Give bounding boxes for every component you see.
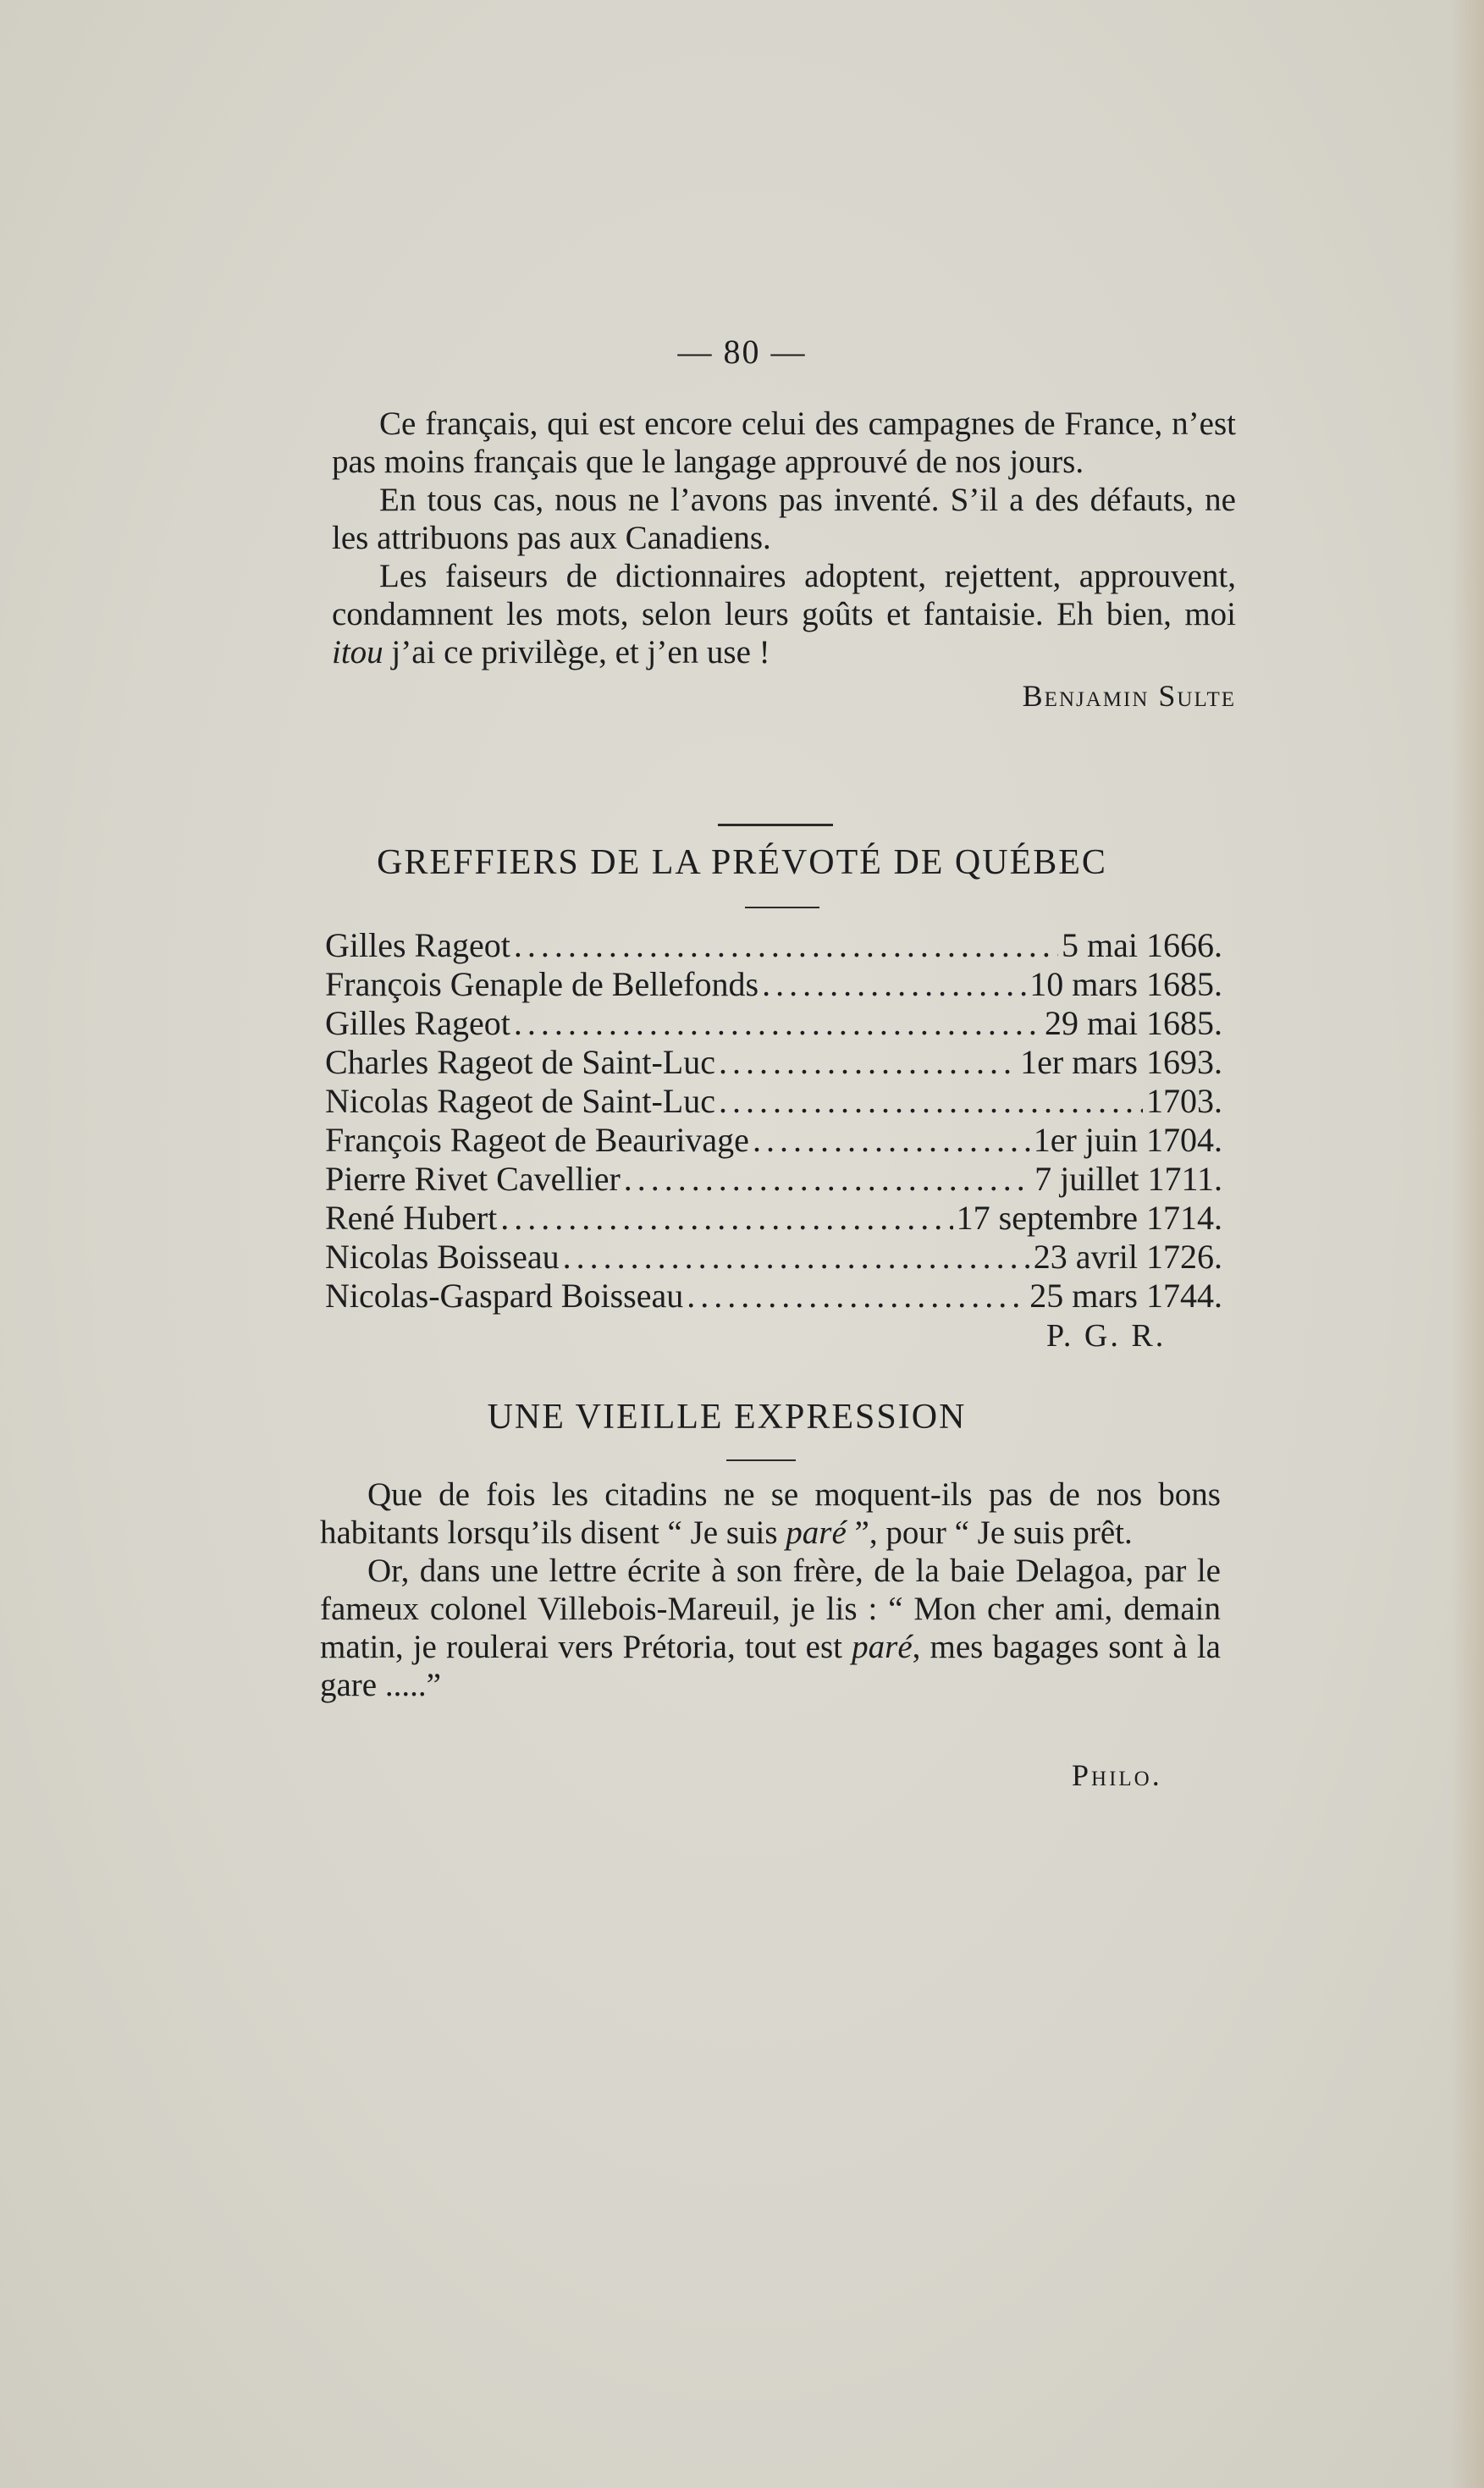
greffier-name: François Genaple de Bellefonds <box>325 965 759 1003</box>
expression-signature: Philo. <box>1072 1758 1162 1792</box>
greffiers-list <box>325 926 1222 1316</box>
intro-p3-text-after: j’ai ce privilège, et j’en use ! <box>383 634 770 670</box>
leader-dots <box>514 1004 1041 1043</box>
expression-underline <box>726 1459 796 1461</box>
greffier-date: 7 juillet 1711. <box>1034 1160 1222 1198</box>
leader-dots <box>500 1199 952 1238</box>
leader-dots <box>753 1121 1030 1160</box>
page-edge-shadow <box>1450 0 1484 2488</box>
greffier-name: René Hubert <box>325 1199 498 1237</box>
greffier-name: François Rageot de Beaurivage <box>325 1121 749 1159</box>
expression-paragraph-2 <box>320 1552 1221 1704</box>
greffier-row <box>325 1160 1222 1199</box>
intro-paragraph-3 <box>332 557 1236 671</box>
greffier-date: 29 mai 1685. <box>1045 1004 1222 1042</box>
expression-p1-before: Que de fois les citadins ne se moquent-ils pas de nos bons habitants lorsqu’ils disent “ Je suis <box>320 1476 1221 1551</box>
greffier-row <box>325 926 1222 965</box>
expression-p1-italic: paré <box>786 1514 847 1551</box>
page-number: — 80 — <box>677 333 807 371</box>
expression-p2-after: , mes bagages sont à la gare .....” <box>320 1629 1221 1703</box>
greffier-name: Nicolas Boisseau <box>325 1238 560 1276</box>
intro-paragraph-1: Ce français, qui est encore celui des campagnes de France, n’est pas moins français que le langage approuvé de nos jours. <box>332 405 1236 480</box>
greffier-date: 25 mars 1744. <box>1029 1277 1222 1315</box>
greffier-name: Gilles Rageot <box>325 1004 510 1042</box>
leader-dots <box>514 926 1058 965</box>
greffier-row <box>325 1082 1222 1121</box>
intro-section <box>332 405 1236 714</box>
leader-dots <box>624 1160 1031 1199</box>
greffier-row <box>325 1238 1222 1277</box>
greffier-date: 1er juin 1704. <box>1033 1121 1222 1159</box>
leader-dots <box>687 1277 1026 1316</box>
leader-dots <box>762 965 1026 1004</box>
greffier-date: 1er mars 1693. <box>1020 1043 1222 1081</box>
intro-paragraph-2: En tous cas, nous ne l’avons pas inventé. S’il a des défauts, ne les attribuons pas aux Canadiens. <box>332 482 1236 556</box>
expression-p1-after: ”, pour “ Je suis prêt. <box>846 1514 1133 1551</box>
greffier-name: Gilles Rageot <box>325 926 510 964</box>
greffier-name: Nicolas Rageot de Saint-Luc <box>325 1082 715 1120</box>
leader-dots <box>563 1238 1030 1277</box>
greffier-name: Charles Rageot de Saint-Luc <box>325 1043 715 1081</box>
expression-title: UNE VIEILLE EXPRESSION <box>487 1398 967 1437</box>
greffiers-signature: P. G. R. <box>1046 1318 1167 1354</box>
greffier-date: 17 septembre 1714. <box>956 1199 1222 1237</box>
greffier-row <box>325 1043 1222 1082</box>
greffier-row <box>325 1277 1222 1316</box>
greffier-date: 1703. <box>1146 1082 1222 1120</box>
intro-p3-italic-word: itou <box>332 634 383 670</box>
greffier-name: Pierre Rivet Cavellier <box>325 1160 621 1198</box>
title-underline <box>745 907 819 908</box>
greffier-row <box>325 1004 1222 1043</box>
expression-p2-italic: paré <box>852 1629 913 1665</box>
expression-section <box>320 1476 1221 1704</box>
intro-p3-text-before: Les faiseurs de dictionnaires adoptent, rejettent, approuvent, condamnent les mots, selon leurs goûts et fantaisie. Eh bien, moi <box>332 558 1236 632</box>
section-divider <box>718 824 833 826</box>
greffier-row <box>325 1199 1222 1238</box>
greffier-date: 10 mars 1685. <box>1029 965 1222 1003</box>
greffier-date: 23 avril 1726. <box>1033 1238 1222 1276</box>
greffier-row <box>325 1121 1222 1160</box>
greffier-row <box>325 965 1222 1004</box>
greffiers-title: GREFFIERS DE LA PRÉVOTÉ DE QUÉBEC <box>377 843 1107 882</box>
expression-paragraph-1 <box>320 1476 1221 1552</box>
greffier-date: 5 mai 1666. <box>1062 926 1222 964</box>
greffier-name: Nicolas-Gaspard Boisseau <box>325 1277 684 1315</box>
expression-p2-before: Or, dans une lettre écrite à son frère, de la baie Delagoa, par le fameux colonel Villebois-Mareuil, je lis : “ Mon cher ami, demain matin, je roulerai vers Prétoria, tout est <box>320 1553 1221 1665</box>
intro-signature: Benjamin Sulte <box>1022 679 1236 713</box>
leader-dots <box>719 1082 1143 1121</box>
leader-dots <box>719 1043 1017 1082</box>
